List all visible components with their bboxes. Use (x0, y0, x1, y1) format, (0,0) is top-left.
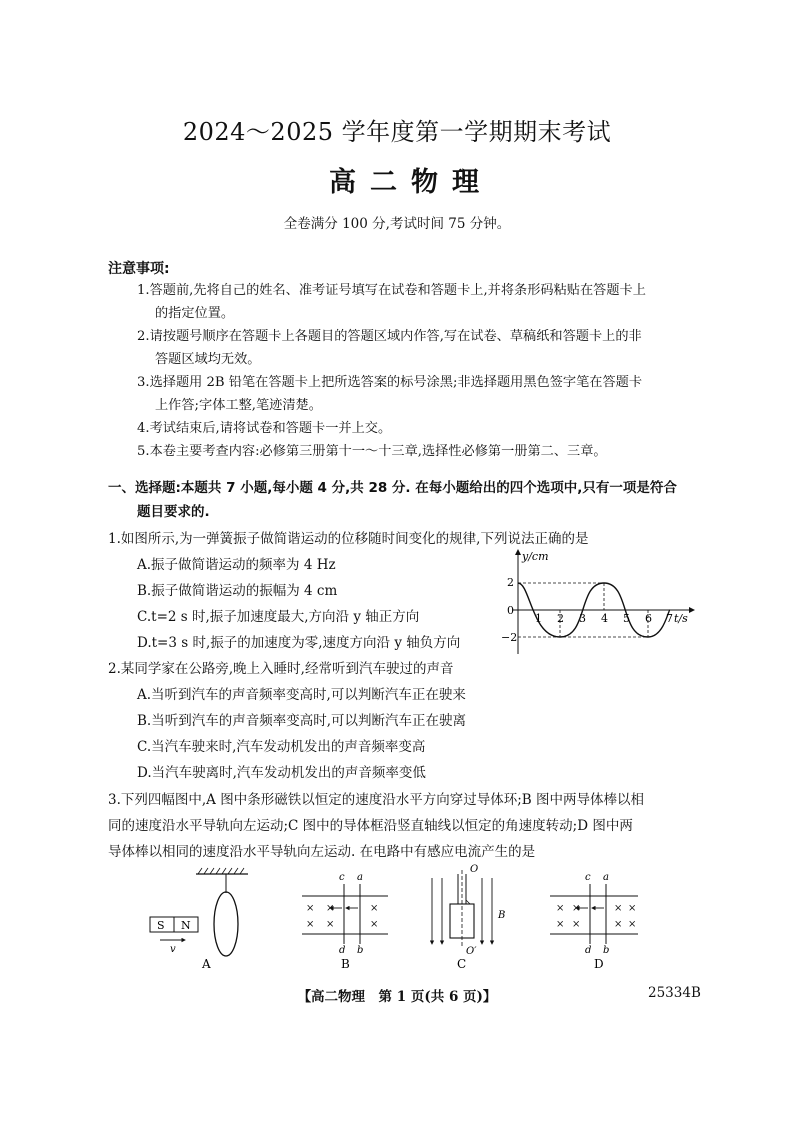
paper-code: 25334B (648, 985, 701, 1001)
x-axis-label: t/s (674, 612, 688, 625)
figure-c (432, 864, 505, 971)
figure-a (150, 868, 248, 971)
notice-line: 5.本卷主要考查内容:必修第三册第十一～十三章,选择性必修第一册第二、三章。 (137, 444, 607, 459)
notice-line: 的指定位置。 (155, 306, 235, 321)
figure-label-a: A (202, 957, 211, 971)
q2-option-b: B.当听到汽车的声音频率变高时,可以判断汽车正在驶离 (137, 713, 467, 729)
rod-label-d: d (585, 945, 592, 956)
q1-option-b: B.振子做简谐运动的振幅为 4 cm (137, 583, 338, 599)
rod-label-b: b (603, 945, 610, 956)
notice-line: 3.选择题用 2B 铅笔在答题卡上把所选答案的标号涂黑;非选择题用黑色签字笔在答题卡 (137, 375, 643, 390)
q1-option-c: C.t=2 s 时,振子加速度最大,方向沿 y 轴正方向 (137, 609, 420, 625)
page-footer: 【高二物理 第 1 页(共 6 页)】 (297, 989, 497, 1005)
rod-label-d: d (339, 945, 346, 956)
subject-title: 高二物理 (329, 167, 493, 198)
b-field-cross: × (326, 919, 335, 930)
b-field-cross: × (572, 903, 581, 914)
rod-label-c: c (585, 872, 591, 883)
notice-line: 4.考试结束后,请将试卷和答题卡一并上交。 (137, 421, 392, 436)
figure-d (550, 872, 638, 971)
magnet-n: N (181, 919, 191, 932)
q1-option-d: D.t=3 s 时,振子的加速度为零,速度方向沿 y 轴负方向 (137, 635, 461, 651)
q2-option-c: C.当汽车驶来时,汽车发动机发出的声音频率变高 (137, 739, 426, 755)
y-tick-label: 2 (507, 576, 514, 589)
notice-line: 1.答题前,先将自己的姓名、准考证号填写在试卷和答题卡上,并将条形码粘贴在答题卡上 (137, 283, 646, 298)
y-axis-label: y/cm (522, 550, 549, 563)
axis-label-o: O (470, 864, 479, 875)
q2-option-a: A.当听到汽车的声音频率变高时,可以判断汽车正在驶来 (137, 687, 466, 703)
velocity-label: v (170, 944, 176, 955)
b-field-cross: × (306, 919, 315, 930)
x-tick-label: 2 (557, 612, 564, 625)
q3-stem-line: 同的速度沿水平导轨向左运动;C 图中的导体框沿竖直轴线以恒定的角速度转动;D 图中两 (108, 818, 633, 834)
b-field-cross: × (614, 919, 623, 930)
exam-title: 2024～2025 学年度第一学期期末考试 (182, 118, 612, 146)
rod-label-b: b (357, 945, 364, 956)
figure-b (302, 872, 388, 971)
figure-label-b: B (341, 957, 350, 971)
axis-label-o-prime: O′ (466, 946, 477, 957)
b-field-cross: × (628, 903, 637, 914)
b-field-cross: × (306, 903, 315, 914)
b-field-cross: × (628, 919, 637, 930)
b-field-cross: × (370, 919, 379, 930)
notice-heading: 注意事项: (108, 261, 170, 277)
q1-option-a: A.振子做简谐运动的频率为 4 Hz (137, 557, 336, 573)
x-tick-label: 3 (579, 612, 586, 625)
figure-label-c: C (457, 957, 467, 971)
section-heading: 一、选择题:本题共 7 小题,每小题 4 分,共 28 分. 在每小题给出的四个选项中,只有一项是符合 (108, 480, 677, 496)
q2-option-d: D.当汽车驶离时,汽车发动机发出的声音频率变低 (137, 765, 426, 781)
field-label-b: B (498, 910, 506, 921)
b-field-cross: × (556, 903, 565, 914)
x-tick-label: 1 (535, 612, 542, 625)
q3-stem-line: 3.下列四幅图中,A 图中条形磁铁以恒定的速度沿水平方向穿过导体环;B 图中两导体棒以相 (108, 792, 644, 808)
notice-line: 上作答;字体工整,笔迹清楚。 (155, 398, 322, 413)
magnet-s: S (157, 919, 165, 932)
q1-displacement-graph (498, 546, 698, 658)
b-field-cross: × (614, 903, 623, 914)
x-tick-label: 7 (666, 612, 673, 625)
notice-line: 答题区域均无效。 (155, 352, 261, 367)
b-field-cross: × (326, 903, 335, 914)
b-field-cross: × (556, 919, 565, 930)
x-tick-label: 5 (623, 612, 630, 625)
q2-stem: 2.某同学家在公路旁,晚上入睡时,经常听到汽车驶过的声音 (108, 661, 454, 677)
x-tick-label: 4 (601, 612, 608, 625)
b-field-cross: × (572, 919, 581, 930)
full-marks-note: 全卷满分 100 分,考试时间 75 分钟。 (283, 216, 511, 232)
rod-label-a: a (603, 872, 609, 883)
x-tick-label: 6 (645, 612, 652, 625)
section-heading-cont: 题目要求的. (137, 504, 210, 520)
notice-line: 2.请按题号顺序在答题卡上各题目的答题区域内作答,写在试卷、草稿纸和答题卡上的非 (137, 329, 642, 344)
rod-label-c: c (339, 872, 345, 883)
figure-label-d: D (594, 957, 604, 971)
q3-stem-line: 导体棒以相同的速度沿水平导轨向左运动. 在电路中有感应电流产生的是 (108, 844, 536, 860)
q1-stem: 1.如图所示,为一弹簧振子做简谐运动的位移随时间变化的规律,下列说法正确的是 (108, 531, 589, 547)
q3-figures (130, 860, 670, 972)
y-tick-label: −2 (501, 631, 518, 644)
origin-label: 0 (507, 604, 514, 617)
b-field-cross: × (370, 903, 379, 914)
rod-label-a: a (357, 872, 363, 883)
